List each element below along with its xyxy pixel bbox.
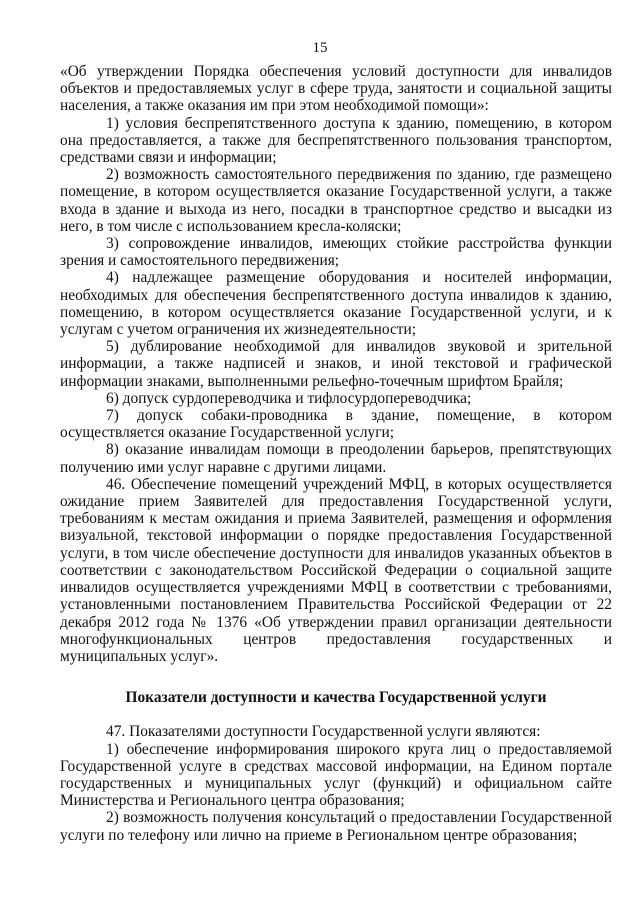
list-item-1: 1) условия беспрепятственного доступа к зданию, помещению, в котором она предоставляется, а также для беспрепятственного пользования транспортом, средствами связи и информации; <box>60 114 612 167</box>
page-number: 15 <box>312 40 328 56</box>
list-item-7: 7) допуск собаки-проводника в здание, помещение, в котором осуществляется оказание Государственной услуги; <box>60 407 612 442</box>
list-item-4: 4) надлежащее размещение оборудования и носителей информации, необходимых для обеспечения беспрепятственного доступа инвалидов к зданию, помещению, в котором осуществляется оказание Государственной услуги, и к услугам с учетом ограничения их жизнедеятельности; <box>60 269 612 339</box>
list-item-5: 5) дублирование необходимой для инвалидов звуковой и зрительной информации, а также надписей и знаков, и иной текстовой и графической информации знаками, выполненными рельефно-точечным шрифтом Брайля; <box>60 338 612 390</box>
list-item-3: 3) сопровождение инвалидов, имеющих стойкие расстройства функции зрения и самостоятельного передвижения; <box>60 235 612 270</box>
list-item-8: 8) оказание инвалидам помощи в преодолении барьеров, препятствующих получению ими услуг наравне с другими лицами. <box>60 441 612 476</box>
list-item-6: 6) допуск сурдопереводчика и тифлосурдопереводчика; <box>106 389 472 407</box>
document-body <box>60 63 612 844</box>
indicator-item-2: 2) возможность получения консультаций о предоставлении Государственной услуги по телефону или лично на приеме в Региональном центре образования; <box>60 809 612 844</box>
paragraph-intro: «Об утверждении Порядка обеспечения условий доступности для инвалидов объектов и предоставляемых услуг в сфере труда, занятости и социальной защиты населения, а также оказания им при этом необходимой помощи»: <box>60 63 612 115</box>
list-item-2: 2) возможность самостоятельного передвижения по зданию, где размещено помещение, в котором осуществляется оказание Государственной услуги, а также входа в здание и выхода из него, посадки в транспортное средство и высадки из него, в том числе с использованием кресла-коляски; <box>60 166 612 235</box>
section-heading: Показатели доступности и качества Государственной услуги <box>125 689 547 707</box>
indicator-item-1: 1) обеспечение информирования широкого круга лиц о предоставляемой Государственной услуге в средствах массовой информации, на Едином портале государственных и муниципальных услуг (функций) и официальном сайте Министерства и Регионального центра образования; <box>60 740 612 810</box>
paragraph-47: 47. Показателями доступности Государственной услуги являются: <box>106 723 541 741</box>
paragraph-46: 46. Обеспечение помещений учреждений МФЦ, в которых осуществляется ожидание прием Заявителей для предоставления Государственной услуги, требованиям к местам ожидания и приема Заявителей, размещения и оформления визуальной, текстовой информации о порядке предоставления Государственной услуги, в том числе обеспечение доступности для инвалидов указанных объектов в соответствии с законодательством Российской Федерации о социальной защите инвалидов осуществляется учреждениями МФЦ в соответствии с требованиями, установленными постановлением Правительства Российской Федерации от 22 декабря 2012 года № 1376 «Об утверждении правил организации деятельности многофункциональных центров предоставления государственных и муниципальных услуг». <box>60 475 612 665</box>
